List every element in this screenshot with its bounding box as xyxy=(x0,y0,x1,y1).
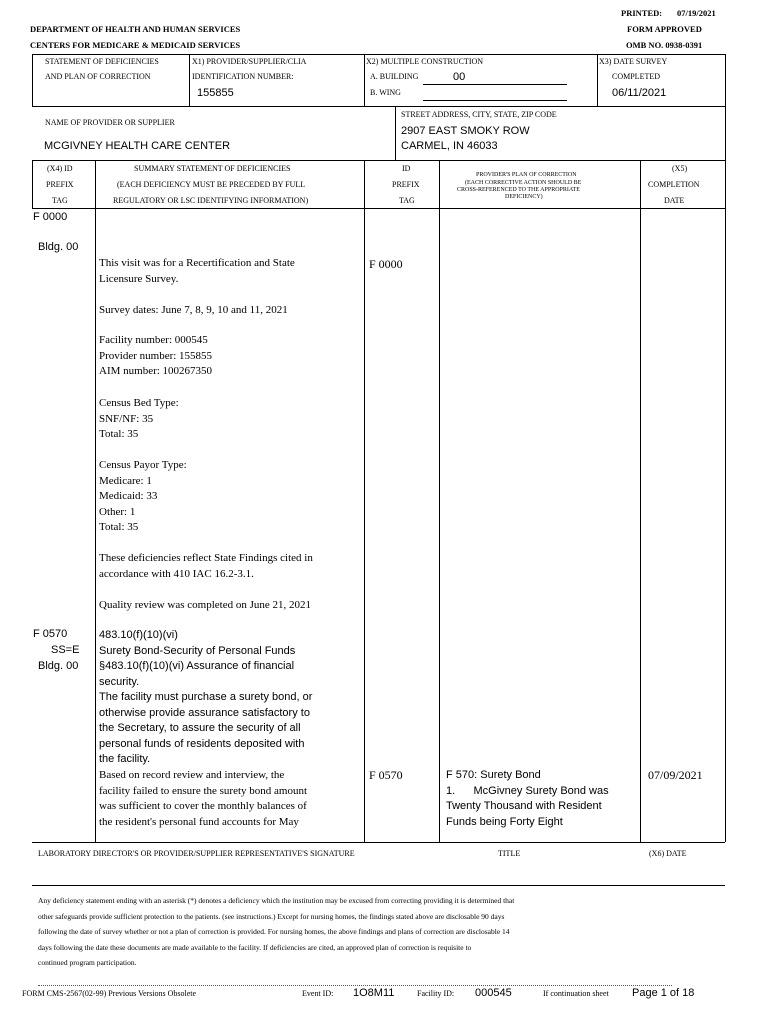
tag-f0570: F 0570 xyxy=(33,628,68,640)
x4-header-3: TAG xyxy=(52,196,68,205)
address-line-1: 2907 EAST SMOKY ROW xyxy=(401,125,530,137)
visit-paragraph: This visit was for a Recertification and State Licensure Survey. xyxy=(99,257,295,285)
statement-label: STATEMENT OF DEFICIENCIES xyxy=(45,57,159,66)
plan-header-4: DEFICIENCY) xyxy=(505,194,543,200)
x5-header-1: (X5) xyxy=(672,164,688,173)
rule-x2-left xyxy=(364,54,365,106)
census-payor-type: Census Payor Type: Medicare: 1 Medicaid: 33 Other: 1 Total: 35 xyxy=(99,459,187,533)
printed-label: PRINTED: xyxy=(621,8,663,18)
summary-header-3: REGULATORY OR LSC IDENTIFYING INFORMATION) xyxy=(113,196,309,205)
provider-name: MCGIVNEY HEALTH CARE CENTER xyxy=(44,140,231,152)
building-value: 00 xyxy=(453,71,466,83)
plan-header-3: CROSS-REFERENCED TO THE APPROPRIATE xyxy=(457,187,580,193)
wing-label: B. WING xyxy=(370,88,401,97)
department-title: DEPARTMENT OF HEALTH AND HUMAN SERVICES xyxy=(30,24,241,34)
finding-text: Based on record review and interview, the facility failed to ensure the surety bond amount was sufficient to cover the monthly balances of the resident's personal fund accounts for May xyxy=(99,769,308,828)
rule-x1-left xyxy=(189,54,190,106)
footer-rule xyxy=(38,985,672,986)
event-id-value: 1O8M11 xyxy=(353,987,395,999)
rule-left-header xyxy=(32,160,33,208)
plan-header-2: (EACH CORRECTIVE ACTION SHOULD BE xyxy=(465,180,582,186)
bldg-label: Bldg. 00 xyxy=(38,241,79,253)
rule-address-left xyxy=(395,106,396,160)
rule-id-right xyxy=(439,160,440,842)
rule-right-body xyxy=(725,208,726,842)
x4-header-1: (X4) ID xyxy=(47,164,73,173)
wing-underline xyxy=(423,100,567,101)
form-approved: FORM APPROVED xyxy=(627,24,702,34)
x2-label: X2) MULTIPLE CONSTRUCTION xyxy=(366,57,484,66)
x3-label: X3) DATE SURVEY xyxy=(599,57,668,66)
rule-x3-left xyxy=(597,54,598,106)
rule-provider-bottom xyxy=(32,160,725,161)
page-number: Page 1 of 18 xyxy=(632,987,695,999)
scope-severity: SS=E xyxy=(51,644,80,656)
provider-number: 155855 xyxy=(197,87,234,99)
quality-review: Quality review was completed on June 21, 2021 xyxy=(99,599,312,611)
rule-left-top xyxy=(32,54,33,106)
completion-date: 07/09/2021 xyxy=(648,768,703,782)
rule-plan-right xyxy=(640,160,641,842)
survey-date: 06/11/2021 xyxy=(612,87,667,99)
survey-dates: Survey dates: June 7, 8, 9, 10 and 11, 2021 xyxy=(99,304,288,316)
x5-header-3: DATE xyxy=(664,196,685,205)
rule-columns-bottom xyxy=(32,208,725,209)
rule-tag-right xyxy=(95,160,96,842)
x4-header-2: PREFIX xyxy=(46,180,74,189)
building-label: A. BUILDING xyxy=(370,72,419,81)
facility-id-label: Facility ID: xyxy=(417,989,455,998)
tag-f0000: F 0000 xyxy=(33,211,68,223)
plan-label: AND PLAN OF CORRECTION xyxy=(45,72,151,81)
printed-date: 07/19/2021 xyxy=(677,8,716,18)
provider-name-label: NAME OF PROVIDER OR SUPPLIER xyxy=(45,118,175,127)
id-header-3: TAG xyxy=(399,196,415,205)
id-tag-f0000: F 0000 xyxy=(369,257,403,271)
centers-title: CENTERS FOR MEDICARE & MEDICAID SERVICES xyxy=(30,40,241,50)
x3-label-2: COMPLETED xyxy=(612,72,660,81)
plan-header-1: PROVIDER'S PLAN OF CORRECTION xyxy=(476,172,577,178)
id-header-2: PREFIX xyxy=(392,180,420,189)
form-number: FORM CMS-2567(02-99) Previous Versions Obsolete xyxy=(22,989,197,998)
facility-id-value: 000545 xyxy=(475,987,512,999)
summary-header-2: (EACH DEFICIENCY MUST BE PRECEDED BY FULL xyxy=(117,180,306,189)
deficiencies-paragraph: These deficiencies reflect State Findings cited in accordance with 410 IAC 16.2-3.1. xyxy=(99,552,313,580)
id-tag-f0570: F 0570 xyxy=(369,768,403,782)
regulation-text: 483.10(f)(10)(vi) Surety Bond-Security of Personal Funds §483.10(f)(10)(vi) Assurance of financial security. The facility must purchase a surety bond, or otherwise provide assurance satisfactory to the Secretary, to assure the security of all personal funds of residents deposited with the facility. xyxy=(99,629,313,765)
x6-date-label: (X6) DATE xyxy=(649,849,687,858)
rule-box1-bottom xyxy=(32,106,395,107)
census-bed-type: Census Bed Type: SNF/NF: 35 Total: 35 xyxy=(99,397,179,440)
address-label: STREET ADDRESS, CITY, STATE, ZIP CODE xyxy=(401,110,557,119)
rule-box2-bottom xyxy=(364,106,725,107)
plan-of-correction: F 570: Surety Bond 1. McGivney Surety Bond was Twenty Thousand with Resident Funds being Forty Eight xyxy=(446,769,609,828)
rule-right-top xyxy=(725,54,726,209)
summary-header-1: SUMMARY STATEMENT OF DEFICIENCIES xyxy=(134,164,291,173)
rule-signature-top xyxy=(32,842,725,843)
rule-summary-right xyxy=(364,160,365,842)
rule-signature-bottom xyxy=(32,885,725,886)
facility-numbers: Facility number: 000545 Provider number: 155855 AIM number: 100267350 xyxy=(99,334,213,377)
event-id-label: Event ID: xyxy=(302,989,334,998)
address-line-2: CARMEL, IN 46033 xyxy=(401,140,498,152)
disclaimer: Any deficiency statement ending with an asterisk (*) denotes a deficiency which the institution may be excused from correcting providing it is determined that other safeguards provide sufficient protection to the patients. (see instructions.) Except for nursing homes, the findings stated above are disclosable 90 days following the date of survey whether or not a plan of correction is provided. For nursing homes, the above findings and plans of correction are disclosable 14 days following the date these documents are made available to the facility. If deficiencies are cited, an approved plan of correction is requisite to continued program participation. xyxy=(38,896,515,967)
x5-header-2: COMPLETION xyxy=(648,180,700,189)
building-underline xyxy=(423,84,567,85)
x1-label-2: IDENTIFICATION NUMBER: xyxy=(192,72,294,81)
omb-number: OMB NO. 0938-0391 xyxy=(626,40,703,50)
x1-label: X1) PROVIDER/SUPPLIER/CLIA xyxy=(192,57,307,66)
id-header-1: ID xyxy=(402,164,411,173)
continuation-label: If continuation sheet xyxy=(543,989,609,998)
rule-top xyxy=(32,54,725,55)
signature-label: LABORATORY DIRECTOR'S OR PROVIDER/SUPPLIER REPRESENTATIVE'S SIGNATURE xyxy=(38,849,355,858)
title-label: TITLE xyxy=(498,849,521,858)
bldg-label-2: Bldg. 00 xyxy=(38,660,79,672)
